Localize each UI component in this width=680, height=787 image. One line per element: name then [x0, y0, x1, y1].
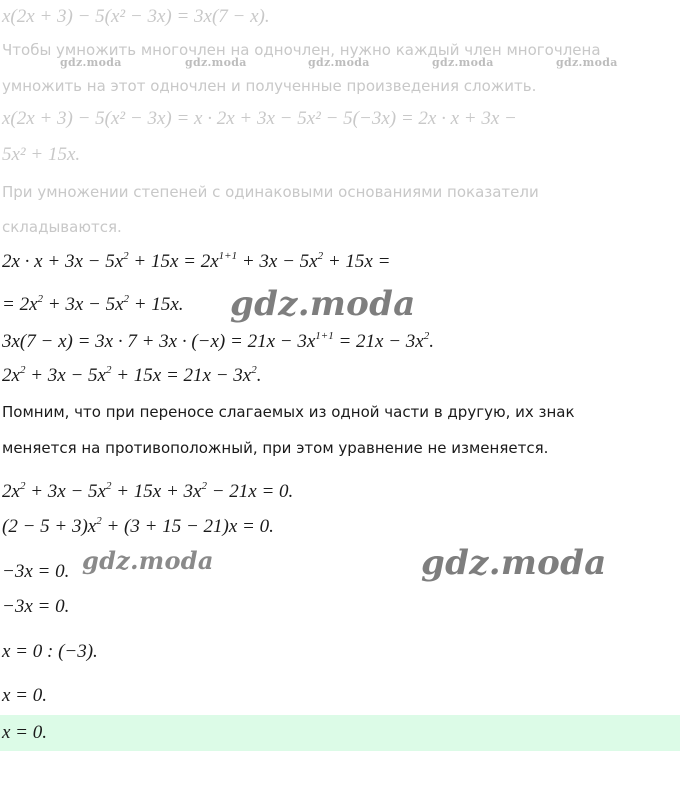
watermark-small-5: gdz.moda — [556, 56, 618, 69]
equation-line-12: x = 0 : (−3). — [2, 641, 98, 662]
equation-line-2: x(2x + 3) − 5(x² − 3x) = x · 2x + 3x − 5x² − 5(−3x) = 2x · x + 3x − — [2, 108, 517, 129]
rule-text-6: меняется на противоположный, при этом уравнение не изменяется. — [2, 439, 549, 457]
rule-text-2: умножить на этот одночлен и полученные произведения сложить. — [2, 77, 537, 95]
equation-line-7: $2x^2 + 3x - 5x^2 + 15x = 21x - 3x^2$. — [2, 363, 262, 386]
answer-line: x = 0. — [2, 722, 48, 743]
equation-line-4: $2x \cdot x + 3x - 5x^2 + 15x = 2x^{1+1} + 3x - 5x^2 + 15x$ = — [2, 249, 391, 272]
equation-line-11: −3x = 0. — [2, 596, 70, 617]
watermark-big-3: gdz.moda — [421, 543, 607, 583]
equation-line-1: x(2x + 3) − 5(x² − 3x) = 3x(7 − x). — [2, 6, 270, 27]
watermark-big-2: gdz.moda — [82, 546, 214, 575]
equation-line-10: −3x = 0. — [2, 561, 70, 582]
watermark-small-1: gdz.moda — [60, 56, 122, 69]
equation-line-5: = $2x^2 + 3x - 5x^2 + 15x$. — [2, 292, 184, 315]
rule-text-1: Чтобы умножить многочлен на одночлен, нужно каждый член многочлена — [2, 41, 601, 59]
rule-text-4: складываются. — [2, 218, 122, 236]
equation-line-13: x = 0. — [2, 685, 48, 706]
watermark-big-1: gdz.moda — [230, 284, 416, 324]
equation-line-8: $2x^2 + 3x - 5x^2 + 15x + 3x^2 - 21x = 0$. — [2, 479, 294, 502]
equation-line-9: $(2 - 5 + 3)x^2 + (3 + 15 - 21)x = 0$. — [2, 514, 274, 537]
equation-line-6: $3x(7 - x) = 3x \cdot 7 + 3x \cdot (-x) = 21x - 3x^{1+1} = 21x - 3x^2$. — [2, 329, 434, 352]
watermark-small-3: gdz.moda — [308, 56, 370, 69]
equation-line-3: 5x² + 15x. — [2, 144, 81, 165]
watermark-small-4: gdz.moda — [432, 56, 494, 69]
rule-text-3: При умножении степеней с одинаковыми основаниями показатели — [2, 183, 539, 201]
watermark-small-2: gdz.moda — [185, 56, 247, 69]
rule-text-5: Помним, что при переносе слагаемых из одной части в другую, их знак — [2, 403, 575, 421]
